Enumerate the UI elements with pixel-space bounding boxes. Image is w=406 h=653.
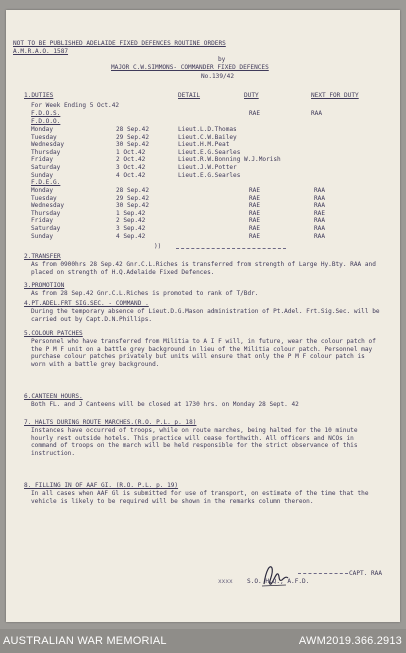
signature-rule	[298, 573, 348, 574]
fdoo-detail: Lieut.R.W.Bonning W.J.Morish	[178, 156, 281, 164]
duties-heading: 1.DUTIES	[24, 92, 54, 99]
fdeg-label: F.D.E.G.	[31, 179, 61, 186]
col-duty: DUTY	[244, 92, 259, 99]
section-heading: 5.COLOUR PATCHES	[24, 330, 83, 337]
section-heading: 3.PROMOTION	[24, 282, 65, 289]
fdeg-duty: RAE	[249, 217, 261, 225]
fdoo-date: 28 Sep.42	[116, 126, 150, 133]
fdeg-day: Monday	[31, 187, 54, 194]
section-heading: 4.PT.ADEL.FRT SIG.SEC. - COMMAND .	[24, 300, 149, 307]
fdoo-day: Wednesday	[31, 141, 65, 149]
fdeg-next: RAA	[314, 187, 326, 194]
section-heading: 7. HALTS DURING ROUTE MARCHES.(R.O. P.L. p. 18)	[24, 419, 197, 426]
fdoo-date: 29 Sep.42	[116, 133, 150, 141]
fdoo-detail: Lieut.H.M.Peat	[178, 141, 230, 149]
table-end-rule	[176, 248, 286, 249]
section-body: Both FL. and J Canteens will be closed at 1730 hrs. on Monday 28 Sept. 42	[31, 401, 299, 408]
fdoo-day: Tuesday	[31, 133, 57, 141]
section-body: Personnel who have transferred from Militia to A I F will, in future, wear the colour patch of the P M F unit on a battle grey background in lieu of the Militia colour patch. Personnel may purchase colour patches privately but units will ensure that only the P M F colour patch is worn with a battle grey background.	[31, 338, 376, 368]
fdoo-date: 3 Oct.42	[116, 164, 146, 171]
by-label: by	[218, 56, 226, 63]
fdoo-date: 30 Sep.42	[116, 141, 150, 149]
fdeg-duty: RAE	[249, 194, 261, 202]
fdoo-day: Sunday	[31, 171, 54, 179]
fdeg-duty: RAE	[249, 209, 261, 217]
section-heading: 2.TRANSFER	[24, 253, 61, 260]
fdeg-duty: RAE	[249, 232, 261, 240]
fdeg-day: Tuesday	[31, 194, 57, 202]
fdeg-next: RAA	[314, 217, 326, 225]
fdoo-day: Monday	[31, 126, 54, 133]
fdeg-duty: RAE	[249, 225, 261, 232]
fdoo-detail: Lieut.J.W.Potter	[178, 164, 237, 171]
order-code: A.M.R.A.O. 1587	[13, 48, 69, 55]
footer-institution: AUSTRALIAN WAR MEMORIAL	[3, 635, 167, 647]
commander-line: MAJOR C.W.SIMMONS- COMMANDER FIXED DEFENCES	[111, 64, 269, 71]
document-page	[6, 10, 400, 622]
fdeg-day: Wednesday	[31, 202, 65, 210]
section-heading: 8. FILLING IN OF AAF GI. (R.O. P.L. p. 19)	[24, 482, 179, 489]
week-ending: For Week Ending 5 Oct.42	[31, 102, 120, 109]
fdoo-date: 1 Oct.42	[116, 148, 146, 156]
fdoo-day: Friday	[31, 156, 54, 164]
fdeg-date: 29 Sep.42	[116, 194, 150, 202]
fdoo-detail: Lieut.L.D.Thomas	[178, 126, 237, 133]
fdeg-day: Friday	[31, 217, 54, 225]
fdeg-next: RAA	[314, 232, 326, 240]
fdoo-detail: Lieut.E.G.Searles	[178, 171, 241, 179]
fdeg-date: 28 Sep.42	[116, 187, 150, 194]
fdeg-date: 1 Sep.42	[116, 209, 146, 217]
fdos-duty: RAE	[249, 110, 261, 117]
section-body: As from 28 Sep.42 Gnr.C.L.Riches is promoted to rank of T/Bdr.	[31, 290, 259, 297]
fdoo-date: 2 Oct.42	[116, 156, 146, 164]
footer-accession: AWM2019.366.2913	[298, 635, 402, 647]
fdeg-next: RAA	[314, 225, 326, 232]
section-body: As from 0900hrs 28 Sep.42 Gnr.C.L.Riches is transferred from strength of Large Hy.Bty. RAA and placed on strength of H.Q.Adelaide Fixed Defences.	[31, 261, 376, 276]
fdeg-date: 3 Sep.42	[116, 225, 146, 232]
fdeg-day: Sunday	[31, 232, 54, 240]
fdeg-next: RAA	[314, 202, 326, 210]
fdeg-next: RAE	[314, 209, 326, 217]
col-next: NEXT FOR DUTY	[311, 92, 359, 99]
fdoo-day: Thursday	[31, 148, 61, 156]
fdeg-date: 2 Sep.42	[116, 217, 146, 225]
signature-title: S.O. H.Q., A.F.D.	[247, 578, 310, 585]
section-body: Instances have occurred of troops, while on route marches, being halted for the 10 minute hourly rest outside hotels. This practice will cease forthwith. All officers and NCOs in command of troops on the march will be held responsible for the strict observance of this instruction.	[31, 427, 358, 457]
signature-rank: CAPT. RAA	[349, 570, 383, 577]
brace-mark: ))	[154, 243, 162, 250]
fdeg-day: Thursday	[31, 209, 61, 217]
fdeg-duty: RAE	[249, 202, 261, 210]
fdoo-label: F.D.O.O.	[31, 118, 61, 125]
fdoo-date: 4 Oct.42	[116, 171, 146, 179]
fdos-next: RAA	[311, 110, 323, 117]
fdeg-day: Saturday	[31, 225, 61, 232]
section-heading: 6.CANTEEN HOURS.	[24, 393, 83, 400]
order-title: NOT TO BE PUBLISHED ADELAIDE FIXED DEFENCES ROUTINE ORDERS	[13, 40, 226, 47]
fdoo-detail: Lieut.E.G.Searles	[178, 148, 241, 156]
fdos-label: F.D.O.S.	[31, 110, 61, 117]
footer-bar	[0, 629, 406, 653]
fdoo-detail: Lieut.C.W.Bailey	[178, 133, 237, 141]
section-body: In all cases when AAF Gl is submitted for use of transport, on estimate of the time that the vehicle is likely to be required will be shown in the remarks column thereon.	[31, 490, 369, 505]
fdeg-next: RAA	[314, 194, 326, 202]
fdeg-date: 30 Sep.42	[116, 202, 150, 210]
signature-strike: xxxx	[218, 578, 233, 585]
fdeg-duty: RAE	[249, 187, 261, 194]
order-number: No.139/42	[201, 73, 235, 80]
col-detail: DETAIL	[178, 92, 201, 99]
section-body: During the temporary absence of Lieut.D.G.Mason administration of Pt.Adel. Frt.Sig.Sec. will be carried out by Capt.D.N.Phillips.	[31, 308, 380, 323]
fdeg-date: 4 Sep.42	[116, 232, 146, 240]
fdoo-day: Saturday	[31, 164, 61, 171]
